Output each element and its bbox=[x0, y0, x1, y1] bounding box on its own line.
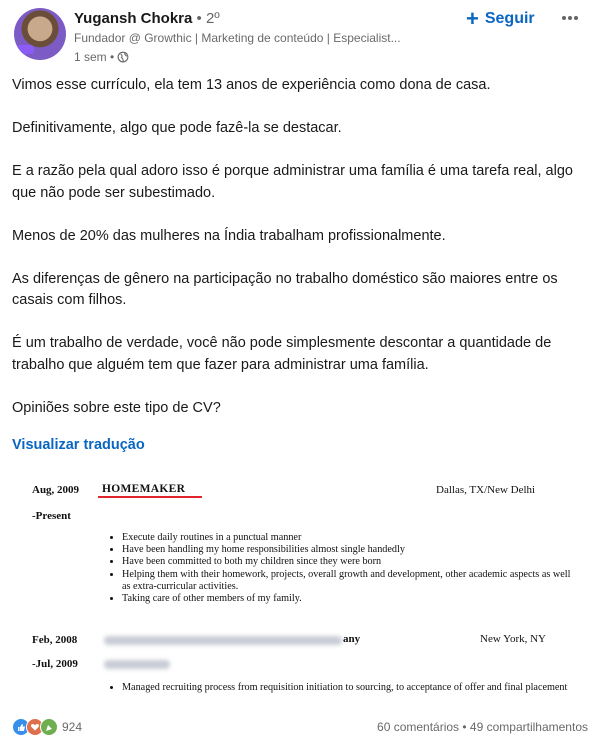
cv-entry2-bullets bbox=[104, 682, 574, 694]
cv-bullet: • Managed recruiting process from requisition initiation to sourcing, to acceptance of offer and final placement bbox=[122, 682, 574, 694]
author-name[interactable] bbox=[74, 10, 220, 27]
follow-button[interactable] bbox=[466, 8, 535, 30]
view-translation-link[interactable]: Visualizar tradução bbox=[12, 437, 145, 453]
celebrate-icon bbox=[40, 718, 58, 736]
cv-entry2-start: Feb, 2008 bbox=[32, 634, 78, 646]
avatar-badge bbox=[16, 45, 34, 54]
post-paragraph: É um trabalho de verdade, você não pode simplesmente descontar a quantidade de trabalho que alguém tem que fazer para administrar uma família. bbox=[12, 335, 552, 373]
post-paragraph: E a razão pela qual adoro isso é porque administrar uma família é uma tarefa real, algo que não pode ser subestimado. bbox=[12, 163, 573, 201]
cv-entry1-end: -Present bbox=[32, 510, 71, 522]
cv-entry1-location: Dallas, TX/New Delhi bbox=[436, 484, 536, 496]
comments-shares[interactable]: 60 comentários • 49 compartilhamentos bbox=[377, 720, 588, 734]
author-name-text[interactable]: Yugansh Chokra bbox=[74, 10, 193, 27]
cv-bullet: • Have been handling my home responsibilities almost single handedly bbox=[122, 544, 574, 556]
cv-bullet: • Have been committed to both my children since they were born bbox=[122, 556, 574, 568]
plus-icon: + bbox=[466, 6, 479, 31]
cv-bullet: • Execute daily routines in a punctual manner bbox=[122, 532, 574, 544]
cv-entry1-bullets bbox=[104, 532, 574, 605]
connection-degree: • 2º bbox=[196, 10, 220, 27]
reactions[interactable] bbox=[12, 718, 82, 736]
post-paragraph: Opiniões sobre este tipo de CV? bbox=[12, 399, 221, 416]
follow-label: Seguir bbox=[484, 10, 535, 27]
cv-redacted-company bbox=[104, 636, 342, 645]
post-paragraph: As diferenças de gênero na participação no trabalho doméstico são maiores entre os casais com filhos. bbox=[12, 270, 558, 308]
more-options-icon[interactable] bbox=[560, 10, 580, 26]
post-text bbox=[12, 75, 586, 441]
author-avatar[interactable] bbox=[14, 8, 66, 60]
globe-icon bbox=[117, 51, 129, 63]
cv-image[interactable] bbox=[0, 470, 600, 715]
post-paragraph: Menos de 20% das mulheres na Índia trabalham profissionalmente. bbox=[12, 227, 446, 244]
reaction-count[interactable]: 924 bbox=[62, 720, 83, 734]
post-time: 1 sem • bbox=[74, 50, 115, 64]
post-paragraph: Vimos esse currículo, ela tem 13 anos de experiência como dona de casa. bbox=[12, 77, 491, 93]
cv-title-underline bbox=[98, 496, 202, 498]
post-header bbox=[0, 0, 600, 70]
post-meta bbox=[74, 50, 129, 64]
cv-redacted-role bbox=[104, 660, 170, 669]
author-headline: Fundador @ Growthic | Marketing de conteúdo | Especialist... bbox=[74, 31, 401, 45]
cv-entry1-title: HOMEMAKER bbox=[102, 483, 186, 495]
post-paragraph: Definitivamente, algo que pode fazê-la se destacar. bbox=[12, 120, 342, 136]
cv-entry1-start: Aug, 2009 bbox=[32, 484, 80, 496]
cv-entry2-title-suffix: any bbox=[343, 633, 361, 645]
cv-entry2-location: New York, NY bbox=[480, 633, 547, 645]
social-counts bbox=[0, 713, 600, 743]
cv-bullet: • Taking care of other members of my family. bbox=[122, 593, 574, 605]
cv-bullet: • Helping them with their homework, projects, overall growth and development, other academic aspects as well as extra-curricular activities. bbox=[122, 569, 574, 593]
cv-entry2-end: -Jul, 2009 bbox=[32, 658, 78, 670]
